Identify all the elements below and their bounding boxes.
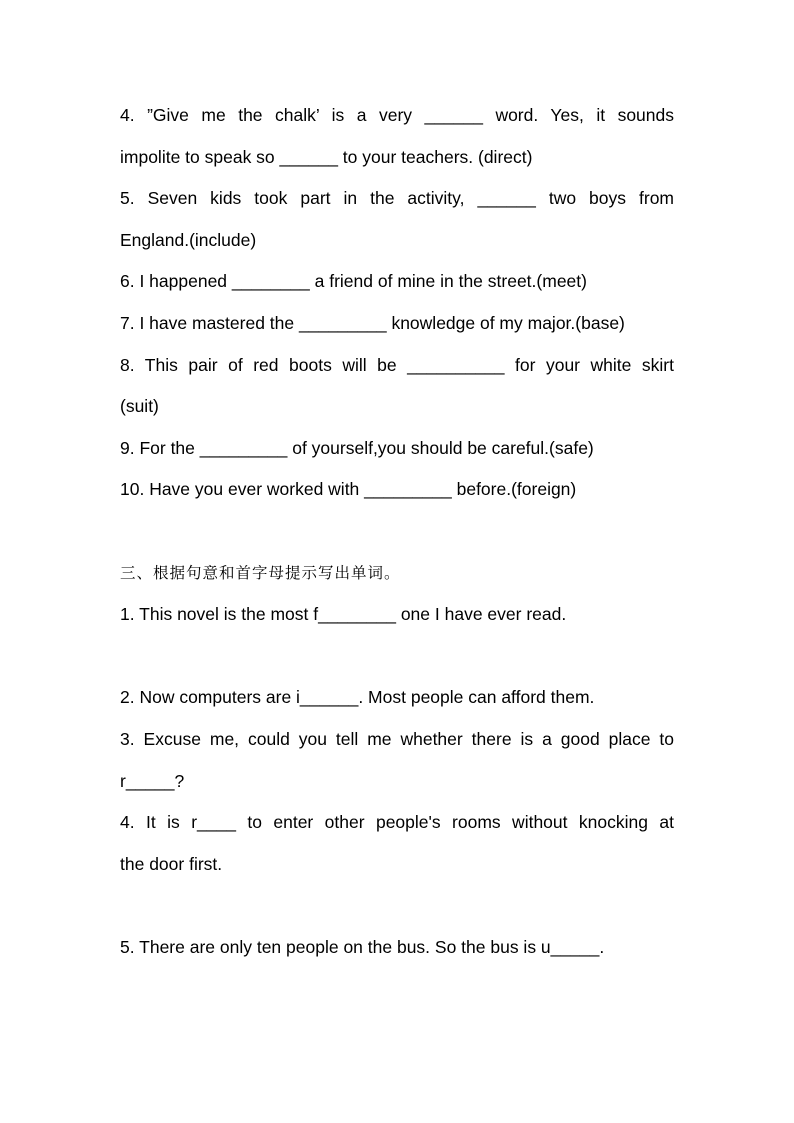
question-8-line-1: 8. This pair of red boots will be __________ for your white skirt [120, 354, 674, 375]
s3-question-5: 5. There are only ten people on the bus. So the bus is u_____. [120, 936, 605, 957]
blank-spacer-2 [120, 885, 674, 927]
question-9: 9. For the _________ of yourself,you should be careful.(safe) [120, 437, 594, 458]
worksheet-page [120, 95, 674, 968]
question-4-line-1: 4. ”Give me the chalk’ is a very ______ word. Yes, it sounds [120, 105, 674, 125]
section-3-heading: 三、根据句意和首字母提示写出单词。 [120, 563, 401, 582]
s3-question-2: 2. Now computers are i______. Most people can afford them. [120, 687, 595, 708]
question-4-line-2: impolite to speak so ______ to your teachers. (direct) [120, 146, 533, 167]
question-7: 7. I have mastered the _________ knowledge of my major.(base) [120, 312, 625, 333]
question-8-line-2: (suit) [120, 396, 159, 417]
section-spacer [120, 511, 674, 553]
s3-question-3-line-2: r_____? [120, 770, 185, 791]
s3-question-1: 1. This novel is the most f________ one I have ever read. [120, 604, 567, 625]
question-5-line-1: 5. Seven kids took part in the activity, ______ two boys from [120, 188, 674, 209]
question-10: 10. Have you ever worked with _________ before.(foreign) [120, 479, 577, 500]
s3-question-4-line-1: 4. It is r____ to enter other people's rooms without knocking at [120, 812, 674, 833]
s3-question-3-line-1: 3. Excuse me, could you tell me whether there is a good place to [120, 728, 674, 749]
question-5-line-2: England.(include) [120, 229, 257, 250]
question-6: 6. I happened ________ a friend of mine in the street.(meet) [120, 271, 587, 292]
s3-question-4-line-2: the door first. [120, 853, 223, 874]
blank-spacer-1 [120, 636, 674, 678]
